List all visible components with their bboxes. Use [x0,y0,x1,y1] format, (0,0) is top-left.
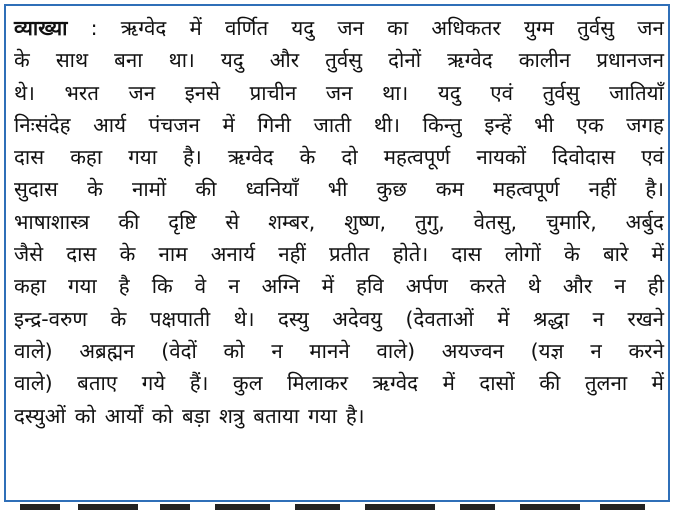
word: दो [341,145,358,170]
word: गया [67,274,97,299]
word: न [271,338,283,363]
word: अग्नि [261,274,300,299]
word: जन [325,80,353,105]
text-line [14,303,664,335]
word: का [387,16,409,40]
word: थे। [14,80,35,105]
word: प्रतीत [328,242,370,267]
word: कि [151,274,173,299]
word: अर्बुद [625,209,664,234]
word: होते। [392,242,429,267]
word: नायकों [476,145,526,170]
word: जैसे [14,242,44,267]
text-line [14,77,664,109]
word: तुर्वसु [542,80,580,105]
word: आर्यों [104,403,143,428]
word: था। [168,48,195,73]
word: बड़ा [181,403,210,428]
word: कहा [14,274,46,299]
word: शम्बर, [268,209,316,234]
word: गया [308,403,337,428]
text-line [14,173,664,205]
word: न [228,274,240,299]
word: (देवताओं [405,306,474,331]
word: है। [645,177,664,202]
text-line [14,238,664,270]
word: एक [576,112,604,137]
word: (यज्ञ [530,338,564,363]
text-line [14,270,664,302]
word: और [562,274,593,299]
word: कुल [232,371,263,396]
word: गये [141,371,166,396]
word: में [321,274,335,299]
word: है। [183,145,202,170]
word: कालीन [518,48,571,73]
word: को [151,403,173,428]
word: वर्णित [224,16,269,40]
word: दास [66,242,97,267]
word: थे। [233,306,255,331]
word: को [223,338,245,363]
word: पक्षपाती [149,306,211,331]
word: के [299,145,316,170]
word: तुगु, [414,209,445,234]
word: यदु [291,16,315,40]
word: जातियाँ [609,80,664,105]
cut-off-next-line [0,504,676,515]
text-line [14,109,664,141]
word: दास [451,242,482,267]
word: बना [114,48,143,73]
word: ही [647,274,664,299]
word: के [110,306,127,331]
word: तुर्वसु [325,48,363,73]
word: थी। [373,112,401,137]
word: न [590,338,602,363]
word: महत्वपूर्ण [493,177,560,202]
word: दास [14,145,45,170]
word: तुर्वसु [577,16,615,40]
word: ध्वनियाँ [245,177,299,202]
word: में [651,371,664,396]
word: जन [337,16,364,40]
word: में [222,112,235,137]
text-line [14,44,664,76]
word: नामों [131,177,167,202]
word: के [119,242,136,267]
word: जाती [313,112,352,137]
word: लोगों [504,242,541,267]
word: में [651,242,664,267]
word: नहीं [588,177,617,202]
paragraph [14,12,664,432]
word: ऋग्वेद [447,48,493,73]
text-line [14,206,664,238]
word: वाले) [14,338,53,363]
word: जन [637,16,664,40]
word: है। [345,403,365,428]
word: इन्द्र-वरुण [14,306,88,331]
word: बारे [602,242,629,267]
word: हैं। [189,371,209,396]
word: शुष्ण, [344,209,387,234]
word: यदु [220,48,244,73]
word: प्रधानजन [596,48,664,73]
text-line [14,367,664,399]
word: यदु [437,80,461,105]
word: आर्य [93,112,126,137]
word: कहा [70,145,103,170]
text-line [14,12,664,44]
word: थे [527,274,541,299]
word: वे [194,274,207,299]
text-line [14,400,664,432]
word: नाम [158,242,188,267]
word: वेतसु, [473,209,518,234]
word: भरत [64,80,99,105]
word: न [614,274,626,299]
word: के [564,242,580,267]
word: एवं [641,145,664,170]
word: में [189,16,202,40]
word: वाले) [14,371,53,396]
word: युग्म [524,16,554,40]
word: को [74,403,96,428]
word: दृष्टि [168,209,197,234]
word: निःसंदेह [14,112,71,137]
word: बताए [77,371,118,396]
word: अदेवयु [332,306,383,331]
word: पंचजन [148,112,200,137]
word: था। [382,80,409,105]
word: में [442,371,455,396]
word: की [539,371,561,396]
word: बताया [253,403,300,428]
word: शत्रु [218,403,245,428]
word: इन्हें [484,112,512,137]
word: दासों [479,371,515,396]
word: : [90,16,98,40]
word: मानने [309,338,350,363]
word: वाले) [376,338,416,363]
word: अब्रह्मन [79,338,135,363]
word: कुछ [376,177,407,202]
word: भाषाशास्त्र [14,209,90,234]
word: है [118,274,130,299]
word: तुलना [584,371,628,396]
word: दोनों [388,48,422,73]
word: मिलाकर [287,371,348,396]
word: साथ [55,48,89,73]
word: (वेदों [161,338,197,363]
word: हवि [356,274,384,299]
word: इनसे [184,80,221,105]
word: जन [128,80,156,105]
word: प्राचीन [249,80,297,105]
word: और [269,48,300,73]
word: सुदास [14,177,58,202]
word: ऋग्वेद [120,16,167,40]
word: जगह [626,112,664,137]
word: की [195,177,217,202]
word: रखने [627,306,664,331]
word: एवं [490,80,514,105]
word: अयज्वन [441,338,504,363]
word: करते [469,274,506,299]
text-box [4,4,670,502]
word: ऋग्वेद [227,145,274,170]
word: चुमारि, [545,209,597,234]
word: भी [534,112,554,137]
word: अनार्य [210,242,255,267]
word: न [592,306,604,331]
word: दस्युओं [14,403,66,428]
word: नहीं [278,242,306,267]
word: दिवोदास [552,145,616,170]
heading-vyakhya: व्याख्या [14,16,68,40]
text-line [14,335,664,367]
text-line [14,141,664,173]
word: के [87,177,103,202]
word: कम [435,177,464,202]
word: महत्वपूर्ण [383,145,451,170]
word: अर्पण [405,274,448,299]
word: करने [628,338,664,363]
word: श्रद्धा [532,306,570,331]
word: किन्तु [422,112,462,137]
word: से [225,209,240,234]
word: भी [327,177,348,202]
word: गिनी [257,112,291,137]
word: के [14,48,30,73]
word: गया [128,145,158,170]
word: अधिकतर [431,16,501,40]
word: में [497,306,510,331]
word: दस्यु [277,306,309,331]
word: ऋग्वेद [372,371,419,396]
word: की [118,209,140,234]
